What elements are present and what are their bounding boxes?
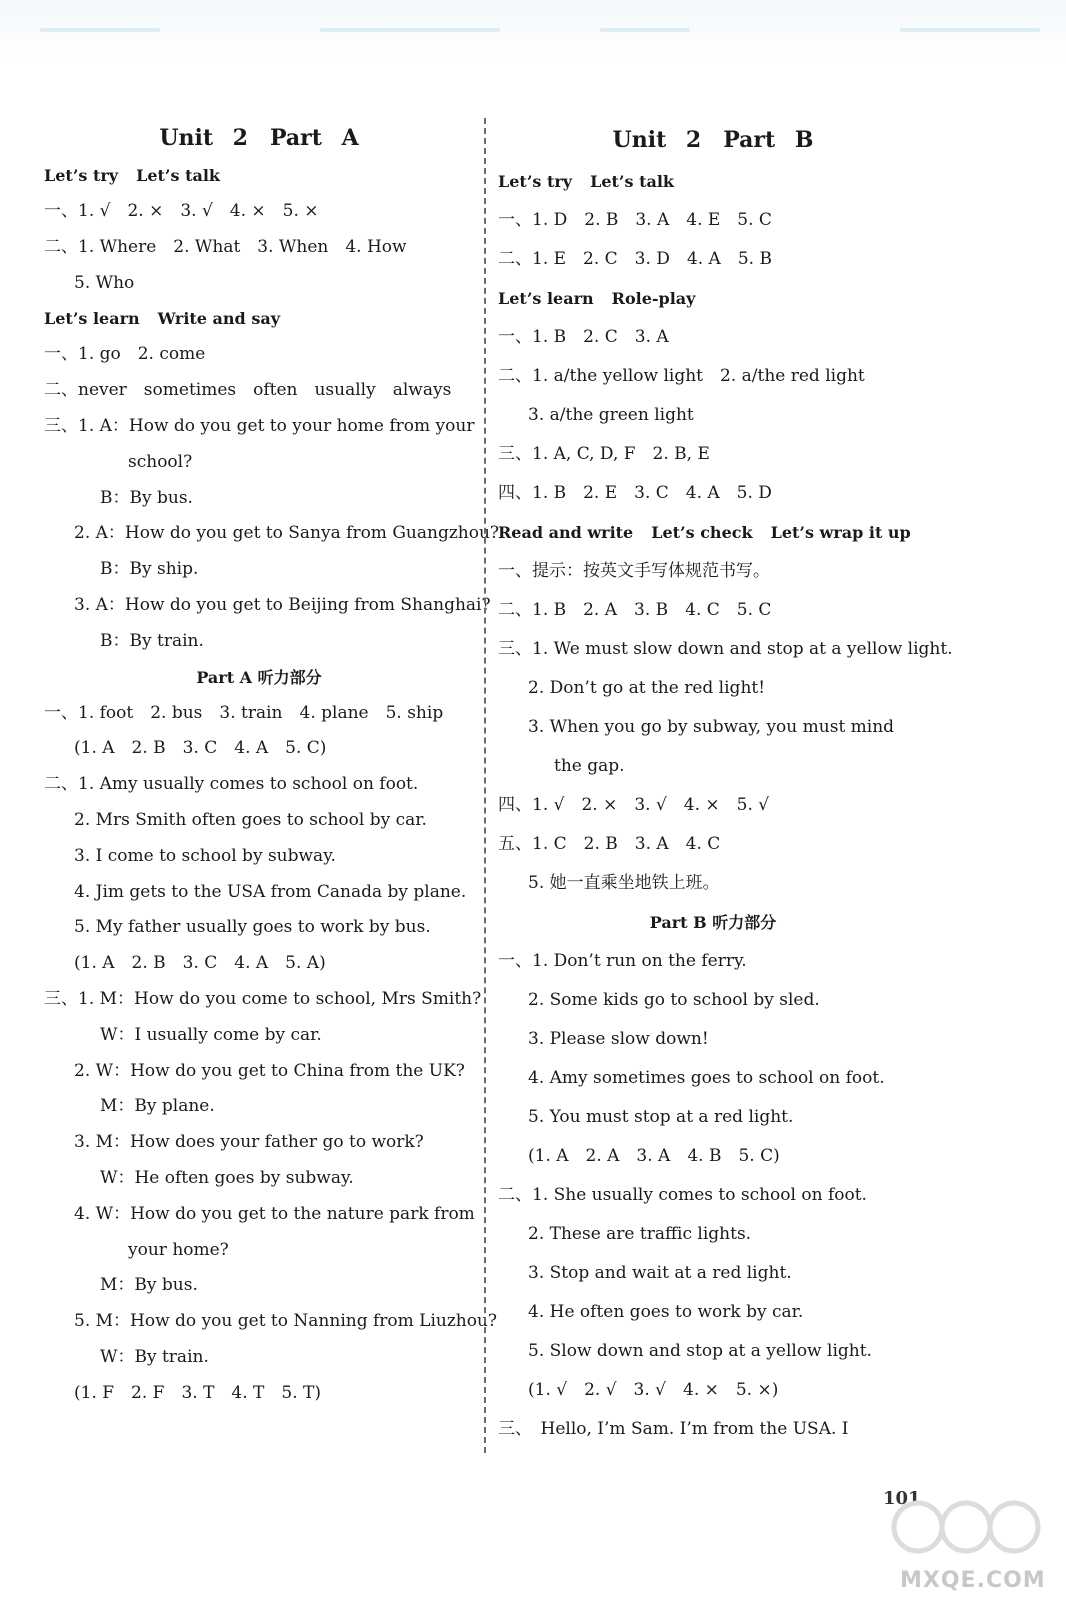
- section-heading-part: Let’s wrap it up: [770, 523, 911, 542]
- section-heading-part: Read and write: [498, 523, 634, 542]
- answer-line: 5. 她一直乘坐地铁上班。: [528, 873, 720, 893]
- answer-line: (1. F 2. F 3. T 4. T 5. T): [74, 1382, 321, 1403]
- section-heading-part: Let’s learn: [44, 309, 140, 329]
- section-heading-part: Let’s check: [651, 523, 753, 542]
- answer-line: 二、1. B 2. A 3. B 4. C 5. C: [498, 600, 772, 620]
- listening-subheading: Part A 听力部分: [196, 667, 322, 687]
- section-heading-part: Role-play: [611, 289, 696, 308]
- answer-line: 一、1. √ 2. × 3. √ 4. × 5. ×: [44, 201, 319, 221]
- section-heading-part: Write and say: [157, 309, 280, 329]
- scan-streak: [900, 28, 1040, 32]
- answer-line: 三、1. A：How do you get to your home from your: [44, 415, 475, 436]
- section-heading: [498, 279, 928, 318]
- answer-line: 2. W：How do you get to China from the UK?: [74, 1060, 465, 1081]
- answer-line: 3. M：How does your father go to work?: [74, 1132, 424, 1153]
- answer-line: W：He often goes by subway.: [100, 1167, 354, 1188]
- answer-line: 5. M：How do you get to Nanning from Liuzhou?: [74, 1311, 498, 1332]
- answer-line: M：By bus.: [100, 1275, 198, 1296]
- answer-line: 二、1. Amy usually comes to school on foot.: [44, 774, 419, 795]
- section-heading-part: Let’s talk: [590, 172, 674, 191]
- answer-line: W：By train.: [100, 1346, 209, 1367]
- scan-streak: [40, 28, 160, 32]
- right-column: [498, 118, 953, 1449]
- section-heading-part: Let’s learn: [498, 289, 594, 308]
- answer-line: 三、 Hello, I’m Sam. I’m from the USA. I: [498, 1419, 849, 1439]
- section-heading-part: Let’s try: [498, 172, 573, 191]
- answer-line: 3. Please slow down!: [528, 1029, 709, 1049]
- answer-line: 3. Stop and wait at a red light.: [528, 1263, 792, 1283]
- answer-line: 五、1. C 2. B 3. A 4. C: [498, 834, 721, 854]
- answer-line: 二、1. She usually comes to school on foot.: [498, 1185, 867, 1205]
- answer-line: 3. A：How do you get to Beijing from Shanghai?: [74, 594, 491, 615]
- answer-line: 2. Some kids go to school by sled.: [528, 990, 820, 1010]
- watermark-url: MXQE.COM: [900, 1568, 1046, 1593]
- watermark-logo-icon: [888, 1495, 1048, 1565]
- answer-line: 5. Slow down and stop at a yellow light.: [528, 1341, 872, 1361]
- answer-line: 3. a/the green light: [528, 405, 694, 425]
- answer-line: 5. My father usually goes to work by bus.: [74, 917, 431, 938]
- answer-line: 3. When you go by subway, you must mind: [528, 717, 895, 737]
- answer-line: 二、1. a/the yellow light 2. a/the red light: [498, 366, 865, 386]
- answer-line: 二、1. Where 2. What 3. When 4. How: [44, 236, 407, 257]
- answer-line: (1. √ 2. √ 3. √ 4. × 5. ×): [528, 1380, 779, 1400]
- left-column: [44, 118, 500, 1412]
- column-divider: [484, 118, 486, 1453]
- answer-line: M：By plane.: [100, 1096, 215, 1117]
- answer-line: 三、1. A, C, D, F 2. B, E: [498, 444, 710, 464]
- section-heading: [44, 301, 474, 337]
- answer-line: 一、提示：按英文手写体规范书写。: [498, 561, 770, 581]
- answer-line: 三、1. M：How do you come to school, Mrs Smith?: [44, 988, 482, 1009]
- section-heading-part: Let’s try: [44, 166, 119, 185]
- answer-line: school?: [128, 451, 193, 472]
- listening-subheading: Part B 听力部分: [649, 913, 777, 932]
- answer-line: (1. A 2. B 3. C 4. A 5. C): [74, 738, 327, 759]
- answer-line: B：By ship.: [100, 559, 199, 580]
- answer-line: B：By bus.: [100, 487, 193, 508]
- page-title: Unit 2 Part A: [159, 125, 359, 151]
- answer-line: 一、1. Don’t run on the ferry.: [498, 951, 747, 971]
- answer-line: B：By train.: [100, 630, 204, 651]
- answer-line: 三、1. We must slow down and stop at a yellow light.: [498, 639, 953, 659]
- scan-streak: [600, 28, 690, 32]
- answer-line: 5. Who: [74, 272, 135, 293]
- section-heading-part: Let’s talk: [136, 166, 220, 185]
- answer-line: 四、1. √ 2. × 3. √ 4. × 5. √: [498, 795, 770, 815]
- answer-line: 二、never sometimes often usually always: [44, 380, 452, 401]
- answer-line: 4. Jim gets to the USA from Canada by plane.: [74, 881, 467, 902]
- answer-line: 一、1. D 2. B 3. A 4. E 5. C: [498, 210, 772, 230]
- answer-line: 2. A：How do you get to Sanya from Guangzhou?: [74, 523, 500, 544]
- answer-line: 四、1. B 2. E 3. C 4. A 5. D: [498, 483, 772, 503]
- section-heading: [498, 513, 928, 552]
- section-heading: [498, 162, 928, 201]
- scan-streak: [320, 28, 500, 32]
- page-top-band: [0, 0, 1066, 60]
- answer-line: 2. Don’t go at the red light!: [528, 678, 766, 698]
- answer-line: 二、1. E 2. C 3. D 4. A 5. B: [498, 249, 772, 269]
- page-title: Unit 2 Part B: [612, 127, 814, 153]
- answer-line: 2. Mrs Smith often goes to school by car.: [74, 809, 427, 830]
- answer-line: (1. A 2. A 3. A 4. B 5. C): [528, 1146, 780, 1166]
- section-heading: [44, 158, 474, 194]
- answer-line: 一、1. foot 2. bus 3. train 4. plane 5. ship: [44, 702, 444, 723]
- answer-line: 4. Amy sometimes goes to school on foot.: [528, 1068, 885, 1088]
- answer-line: 3. I come to school by subway.: [74, 845, 336, 866]
- answer-line: 一、1. B 2. C 3. A: [498, 327, 669, 347]
- page-number: 101: [883, 1488, 921, 1509]
- answer-line: 5. You must stop at a red light.: [528, 1107, 794, 1127]
- answer-line: 一、1. go 2. come: [44, 344, 206, 365]
- answer-line: 4. W：How do you get to the nature park from: [74, 1203, 475, 1224]
- answer-line: 4. He often goes to work by car.: [528, 1302, 804, 1322]
- answer-line: your home?: [128, 1239, 229, 1260]
- answer-line: the gap.: [554, 756, 625, 776]
- answer-line: W：I usually come by car.: [100, 1024, 322, 1045]
- answer-line: (1. A 2. B 3. C 4. A 5. A): [74, 953, 326, 974]
- answer-line: 2. These are traffic lights.: [528, 1224, 752, 1244]
